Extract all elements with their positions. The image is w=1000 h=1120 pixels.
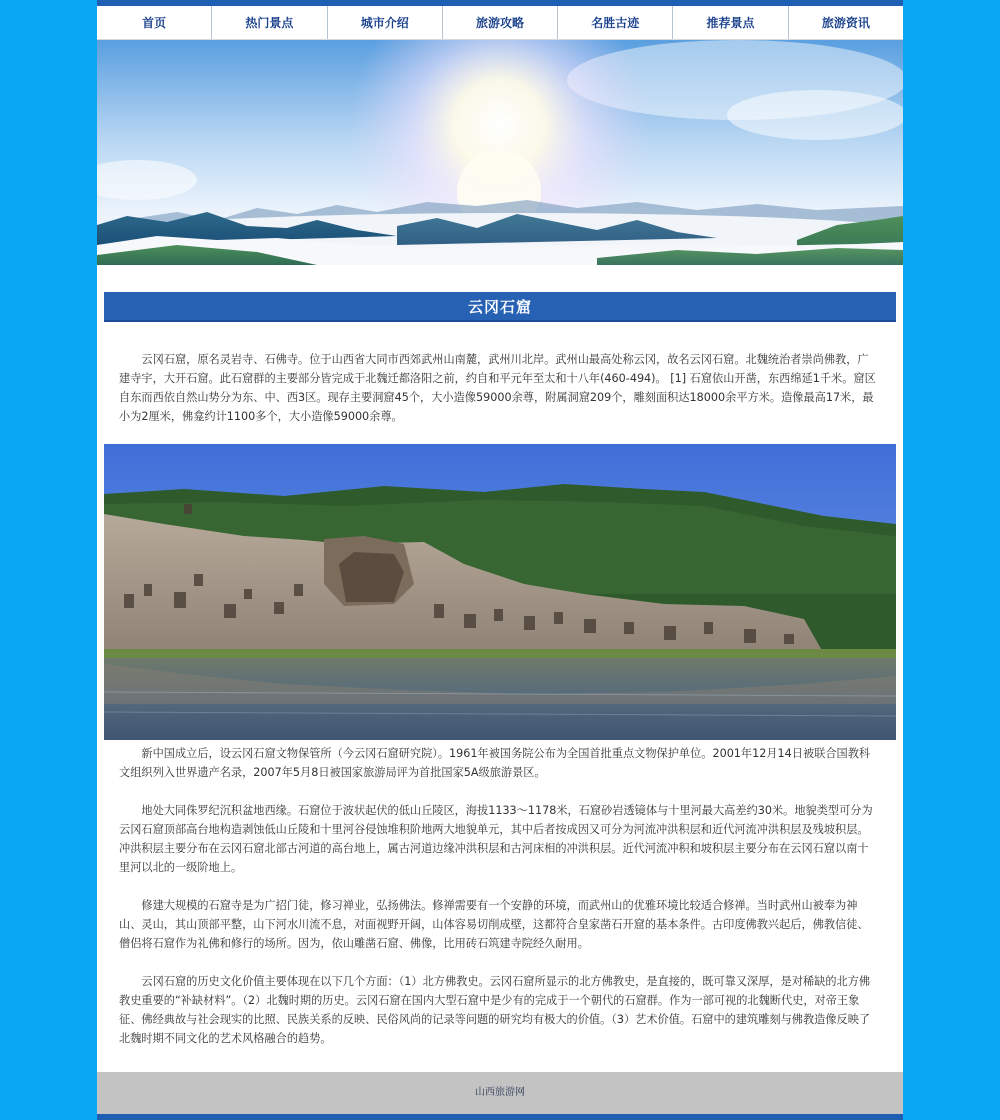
article-paragraph-geology: 地处大同侏罗纪沉积盆地西缘。石窟位于波状起伏的低山丘陵区，海拔1133～1178米，石窟砂岩透镜体与十里河最大高差约30米。地貌类型可分为云冈石窟顶部高台地构造剥蚀低山丘陵和十里河谷侵蚀堆积阶地两大地貌单元，其中后者按成因又可分为河流冲洪积层和近代河流冲洪积层及残坡积层。冲洪积层主要分布在云冈石窟北部古河道的高台地上，属古河道边缘冲洪积层和古河床相的冲洪积层。近代河流冲积和坡积层主要分布在云冈石窟以南十里河以北的一级阶地上。 [119,804,873,874]
nav-item-city-intro[interactable]: 城市介绍 [328,6,443,39]
article-paragraph-history: 修建大规模的石窟寺是为广招门徒，修习禅业，弘扬佛法。修禅需要有一个安静的环境，而武州山的优雅环境比较适合修禅。当时武州山被奉为神山、灵山，其山顶部平整，山下河水川流不息，对面视野开阔，山体容易切削成壁，这都符合皇家凿石开窟的基本条件。古印度佛教兴起后，佛教信徒、僧侣将石窟作为礼佛和修行的场所。因为，依山雕凿石窟、佛像，比用砖石筑建寺院经久耐用。 [119,899,869,950]
footer [97,1072,903,1114]
article-paragraph-value: 云冈石窟的历史文化价值主要体现在以下几个方面：（1）北方佛教史。云冈石窟所显示的北方佛教史，是直接的，既可靠又深厚，是对稀缺的北方佛教史重要的“补缺材料”。（2）北魏时期的历史。云冈石窟在国内大型石窟中是少有的完成于一个朝代的石窟群。作为一部可视的北魏断代史，对帝王象征、佛经典故与社会现实的比照、民族关系的反映、民俗风尚的记录等问题的研究均有极大的价值。（3）艺术价值。石窟中的建筑雕刻与佛教造像反映了北魏时期不同文化的艺术风格融合的趋势。 [119,975,871,1045]
article-paragraph-intro: 云冈石窟，原名灵岩寺、石佛寺。位于山西省大同市西郊武州山南麓，武州川北岸。武州山最高处称云冈，故名云冈石窟。北魏统治者崇尚佛教，广建寺宇，大开石窟。此石窟群的主要部分皆完成于北魏迁都洛阳之前，约自和平元年至太和十八年(460-494)。 [1] 石窟依山开凿，东西绵延1千米。窟区自东而西依自然山势分为东、中、西3区。现存主要洞窟45个，大小造像59000余尊，附属洞窟209个，雕刻面积达18000余平方米。造像最高17米，最小为2厘米，佛龛约计1100多个，大小造像59000余尊。 [119,353,876,423]
article-paragraph-heritage: 新中国成立后，设云冈石窟文物保管所（今云冈石窟研究院）。1961年被国务院公布为全国首批重点文物保护单位。2001年12月14日被联合国教科文组织列入世界遗产名录，2007年5月8日被国家旅游局评为首批国家5A级旅游景区。 [119,747,871,779]
page-container [97,0,903,1120]
nav-item-home[interactable]: 首页 [97,6,212,39]
nav-item-recommended[interactable]: 推荐景点 [673,6,788,39]
article-title: 云冈石窟 [104,292,896,322]
grottoes-photo [104,444,896,740]
nav-item-travel-news[interactable]: 旅游资讯 [821,16,870,30]
bottom-accent-bar [97,1114,903,1120]
main-nav [97,6,903,40]
nav-item-travel-guide[interactable]: 旅游攻略 [443,6,558,39]
nav-item-historic-sites[interactable]: 名胜古迹 [558,6,673,39]
footer-site-name[interactable]: 山西旅游网 [475,1087,525,1098]
header-banner-image [97,40,903,265]
nav-item-hot-spots[interactable]: 热门景点 [212,6,327,39]
